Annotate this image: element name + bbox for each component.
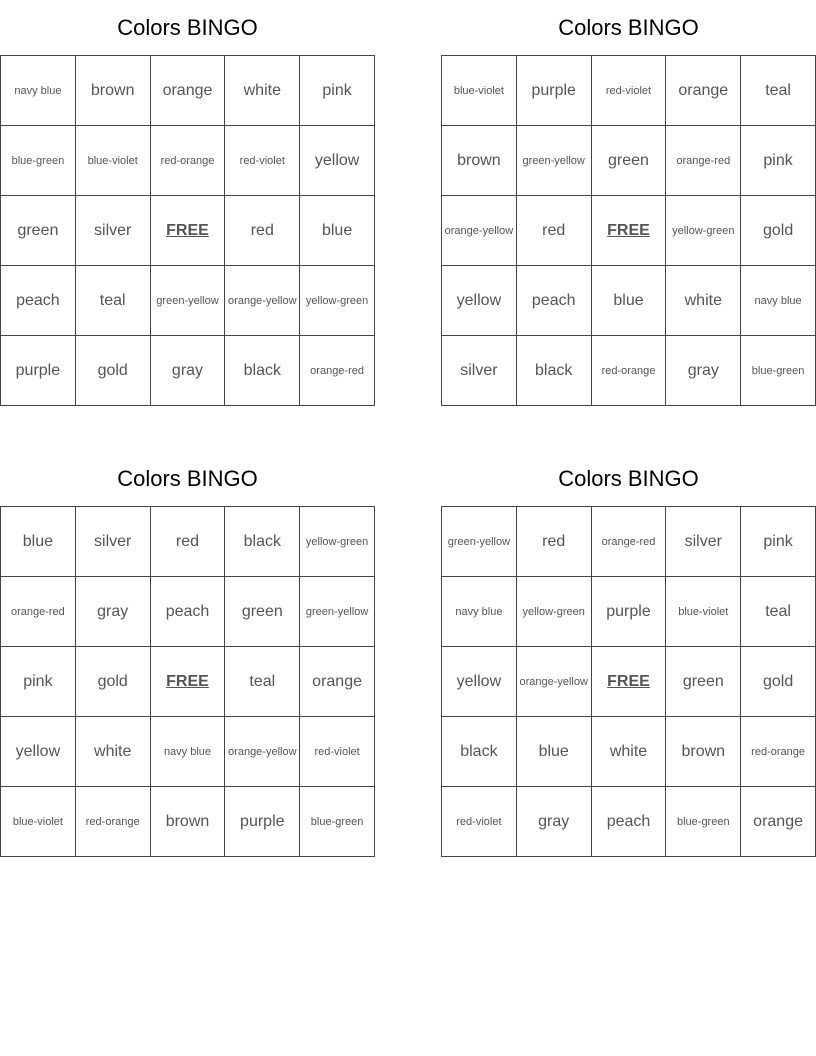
bingo-cell: yellow-green: [300, 266, 375, 336]
bingo-cell: red: [517, 196, 592, 266]
bingo-cell: orange-yellow: [517, 647, 592, 717]
bingo-cell: yellow-green: [300, 507, 375, 577]
bingo-cell: pink: [1, 647, 76, 717]
bingo-cell: green-yellow: [442, 507, 517, 577]
bingo-cell: pink: [741, 507, 816, 577]
bingo-cell: blue-violet: [442, 56, 517, 126]
card-title: Colors BINGO: [117, 15, 258, 40]
bingo-cell: yellow: [442, 266, 517, 336]
bingo-cell: gold: [741, 196, 816, 266]
bingo-cell: silver: [76, 196, 151, 266]
bingo-cell: silver: [442, 336, 517, 406]
bingo-card-2: [441, 0, 816, 379]
bingo-cell: orange-red: [1, 577, 76, 647]
bingo-cell: brown: [442, 126, 517, 196]
bingo-cell: teal: [741, 577, 816, 647]
bingo-cell: gray: [151, 336, 226, 406]
bingo-cell: purple: [592, 577, 667, 647]
bingo-cell: red-orange: [76, 787, 151, 857]
bingo-cell: blue: [592, 266, 667, 336]
bingo-cell: yellow: [442, 647, 517, 717]
bingo-cell: green: [225, 577, 300, 647]
free-space: FREE: [151, 196, 226, 266]
bingo-cell: blue: [1, 507, 76, 577]
bingo-cell: blue-green: [300, 787, 375, 857]
free-space: FREE: [592, 196, 667, 266]
bingo-cell: green-yellow: [151, 266, 226, 336]
bingo-cell: gray: [666, 336, 741, 406]
bingo-cell: blue: [300, 196, 375, 266]
bingo-cell: red-orange: [592, 336, 667, 406]
bingo-cell: red: [517, 507, 592, 577]
bingo-cell: green: [666, 647, 741, 717]
bingo-cell: orange-red: [592, 507, 667, 577]
bingo-cell: orange-yellow: [442, 196, 517, 266]
bingo-cell: blue: [517, 717, 592, 787]
bingo-cell: orange-yellow: [225, 717, 300, 787]
bingo-cell: white: [666, 266, 741, 336]
bingo-cell: orange-red: [666, 126, 741, 196]
bingo-cell: green-yellow: [517, 126, 592, 196]
bingo-cell: blue-green: [1, 126, 76, 196]
bingo-cell: white: [225, 56, 300, 126]
card-title: Colors BINGO: [558, 15, 699, 40]
bingo-cell: brown: [76, 56, 151, 126]
free-space: FREE: [151, 647, 226, 717]
bingo-cell: orange: [300, 647, 375, 717]
bingo-cell: brown: [151, 787, 226, 857]
bingo-cell: green-yellow: [300, 577, 375, 647]
bingo-cell: navy blue: [741, 266, 816, 336]
free-space: FREE: [592, 647, 667, 717]
bingo-cell: silver: [76, 507, 151, 577]
bingo-cell: red-orange: [151, 126, 226, 196]
bingo-cell: purple: [517, 56, 592, 126]
bingo-cell: red: [151, 507, 226, 577]
bingo-cell: yellow: [300, 126, 375, 196]
bingo-cell: black: [225, 507, 300, 577]
bingo-cell: orange: [666, 56, 741, 126]
bingo-cell: blue-green: [741, 336, 816, 406]
card-title: Colors BINGO: [558, 466, 699, 491]
bingo-cell: peach: [151, 577, 226, 647]
bingo-grid: [441, 506, 816, 857]
bingo-cell: peach: [517, 266, 592, 336]
bingo-grid: [441, 55, 816, 406]
bingo-cell: white: [76, 717, 151, 787]
bingo-cell: silver: [666, 507, 741, 577]
bingo-cell: red-violet: [592, 56, 667, 126]
bingo-cell: green: [1, 196, 76, 266]
bingo-cell: blue-violet: [76, 126, 151, 196]
bingo-cell: red-violet: [442, 787, 517, 857]
bingo-cell: red: [225, 196, 300, 266]
bingo-cell: yellow-green: [666, 196, 741, 266]
bingo-grid: [0, 55, 375, 406]
bingo-cell: blue-violet: [1, 787, 76, 857]
bingo-cell: green: [592, 126, 667, 196]
bingo-cell: navy blue: [151, 717, 226, 787]
card-title: Colors BINGO: [117, 466, 258, 491]
bingo-cell: orange-red: [300, 336, 375, 406]
bingo-grid: [0, 506, 375, 857]
bingo-card-1: [0, 0, 375, 379]
bingo-cell: navy blue: [1, 56, 76, 126]
bingo-cell: peach: [592, 787, 667, 857]
bingo-cell: gray: [76, 577, 151, 647]
bingo-cell: gold: [741, 647, 816, 717]
bingo-cell: teal: [225, 647, 300, 717]
bingo-cell: teal: [76, 266, 151, 336]
bingo-cell: teal: [741, 56, 816, 126]
bingo-cell: orange-yellow: [225, 266, 300, 336]
bingo-card-4: [441, 451, 816, 830]
bingo-cell: gold: [76, 336, 151, 406]
bingo-cell: navy blue: [442, 577, 517, 647]
bingo-cell: peach: [1, 266, 76, 336]
bingo-cell: blue-violet: [666, 577, 741, 647]
bingo-card-3: [0, 451, 375, 830]
bingo-cell: red-orange: [741, 717, 816, 787]
bingo-cell: purple: [225, 787, 300, 857]
bingo-cell: red-violet: [225, 126, 300, 196]
bingo-cell: black: [442, 717, 517, 787]
bingo-cell: yellow-green: [517, 577, 592, 647]
bingo-cell: purple: [1, 336, 76, 406]
bingo-cell: black: [225, 336, 300, 406]
bingo-cell: pink: [741, 126, 816, 196]
bingo-cell: yellow: [1, 717, 76, 787]
bingo-cell: orange: [741, 787, 816, 857]
bingo-cell: white: [592, 717, 667, 787]
bingo-cell: gold: [76, 647, 151, 717]
bingo-cell: orange: [151, 56, 226, 126]
bingo-cell: blue-green: [666, 787, 741, 857]
bingo-cell: brown: [666, 717, 741, 787]
bingo-cell: red-violet: [300, 717, 375, 787]
bingo-cell: pink: [300, 56, 375, 126]
bingo-cell: gray: [517, 787, 592, 857]
bingo-cell: black: [517, 336, 592, 406]
